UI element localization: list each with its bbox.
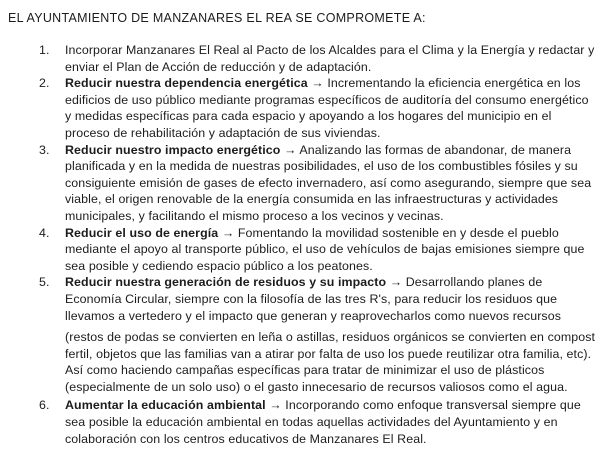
list-item [8,274,605,397]
list-item-number: 1. [39,43,50,57]
list-item-text [65,75,605,141]
list-item-body: → Incorporando como enfoque transversal siempre que sea posible la educación ambiental en todas aquellas actividades del Ayuntamiento y en colaboración con los centros educativos de Manzanares El Real. [65,398,581,446]
list-item-lead: Reducir el uso de energía [65,225,219,240]
list-item-number: 6. [39,398,50,413]
list-item [8,75,605,141]
list-item-number: 4. [39,225,50,240]
list-item-number: 3. [39,142,50,157]
list-item-body: → Desarrollando planes de Economía Circular, siempre con la filosofía de las tres R's, para reducir los residuos que llevamos a vertedero y el impacto que generan y reaprovecharlos como nuevos recursos [65,275,562,323]
list-item-lead: Reducir nuestra dependencia energética [65,76,308,91]
list-item [8,142,605,225]
list-item-number: 2. [39,76,50,91]
list-item-text [65,42,605,75]
list-item [8,42,605,75]
list-item-text [65,274,605,397]
list-item-number: 5. [39,275,50,290]
list-item-text [65,397,605,447]
list-item-body: → Incrementando la eficiencia energética en los edificios de uso público mediante programas específicos de auditoría del consumo energético y medidas específicas para cada espacio y apoyando a los hogares del municipio en el proceso de rehabilitación y adaptación de sus viviendas. [65,76,589,140]
list-item-lead: Aumentar la educación ambiental [65,398,266,413]
list-item-note: (restos de podas se convierten en leña o astillas, residuos orgánicos se convierten en compost fertil, objetos que las familias van a atirar por falta de uso los puede reutilizar otra familia, etc). Así como haciendo campañas específicas para tratar de minimizar el uso de plásticos (especialmente de un solo uso) o el gasto innecesario de recursos valiosos como el agua. [65,330,596,394]
list-item-body: → Analizando las formas de abandonar, de manera planificada y en la medida de nuestras posibilidades, el uso de los combustibles fósiles y su consiguiente emisión de gases de efecto invernadero, así como asegurando, siempre que sea viable, el origen renovable de la energía consumida en las infraestructuras y actividades municipales, y facilitando el mismo proceso a los vecinos y vecinas. [65,142,592,223]
list-item-lead: Reducir nuestra generación de residuos y su impacto [65,275,387,290]
list-item-text [65,225,605,275]
list-item-body: Incorporar Manzanares El Real al Pacto de los Alcaldes para el Clima y la Energía y redactar y enviar el Plan de Acción de reducción y de adaptación. [65,43,595,74]
commitments-list [8,42,605,447]
list-item-text [65,142,605,225]
list-item [8,225,605,275]
page-title: EL AYUNTAMIENTO DE MANZANARES EL REA SE COMPROMETE A: [8,11,426,25]
list-item-body: → Fomentando la movilidad sostenible en y desde el pueblo mediante el apoyo al transporte público, el uso de vehículos de bajas emisiones siempre que sea posible y cediendo espacio público a los peatones. [65,225,585,273]
list-item-lead: Reducir nuestro impacto energético [65,142,281,157]
list-item [8,397,605,447]
